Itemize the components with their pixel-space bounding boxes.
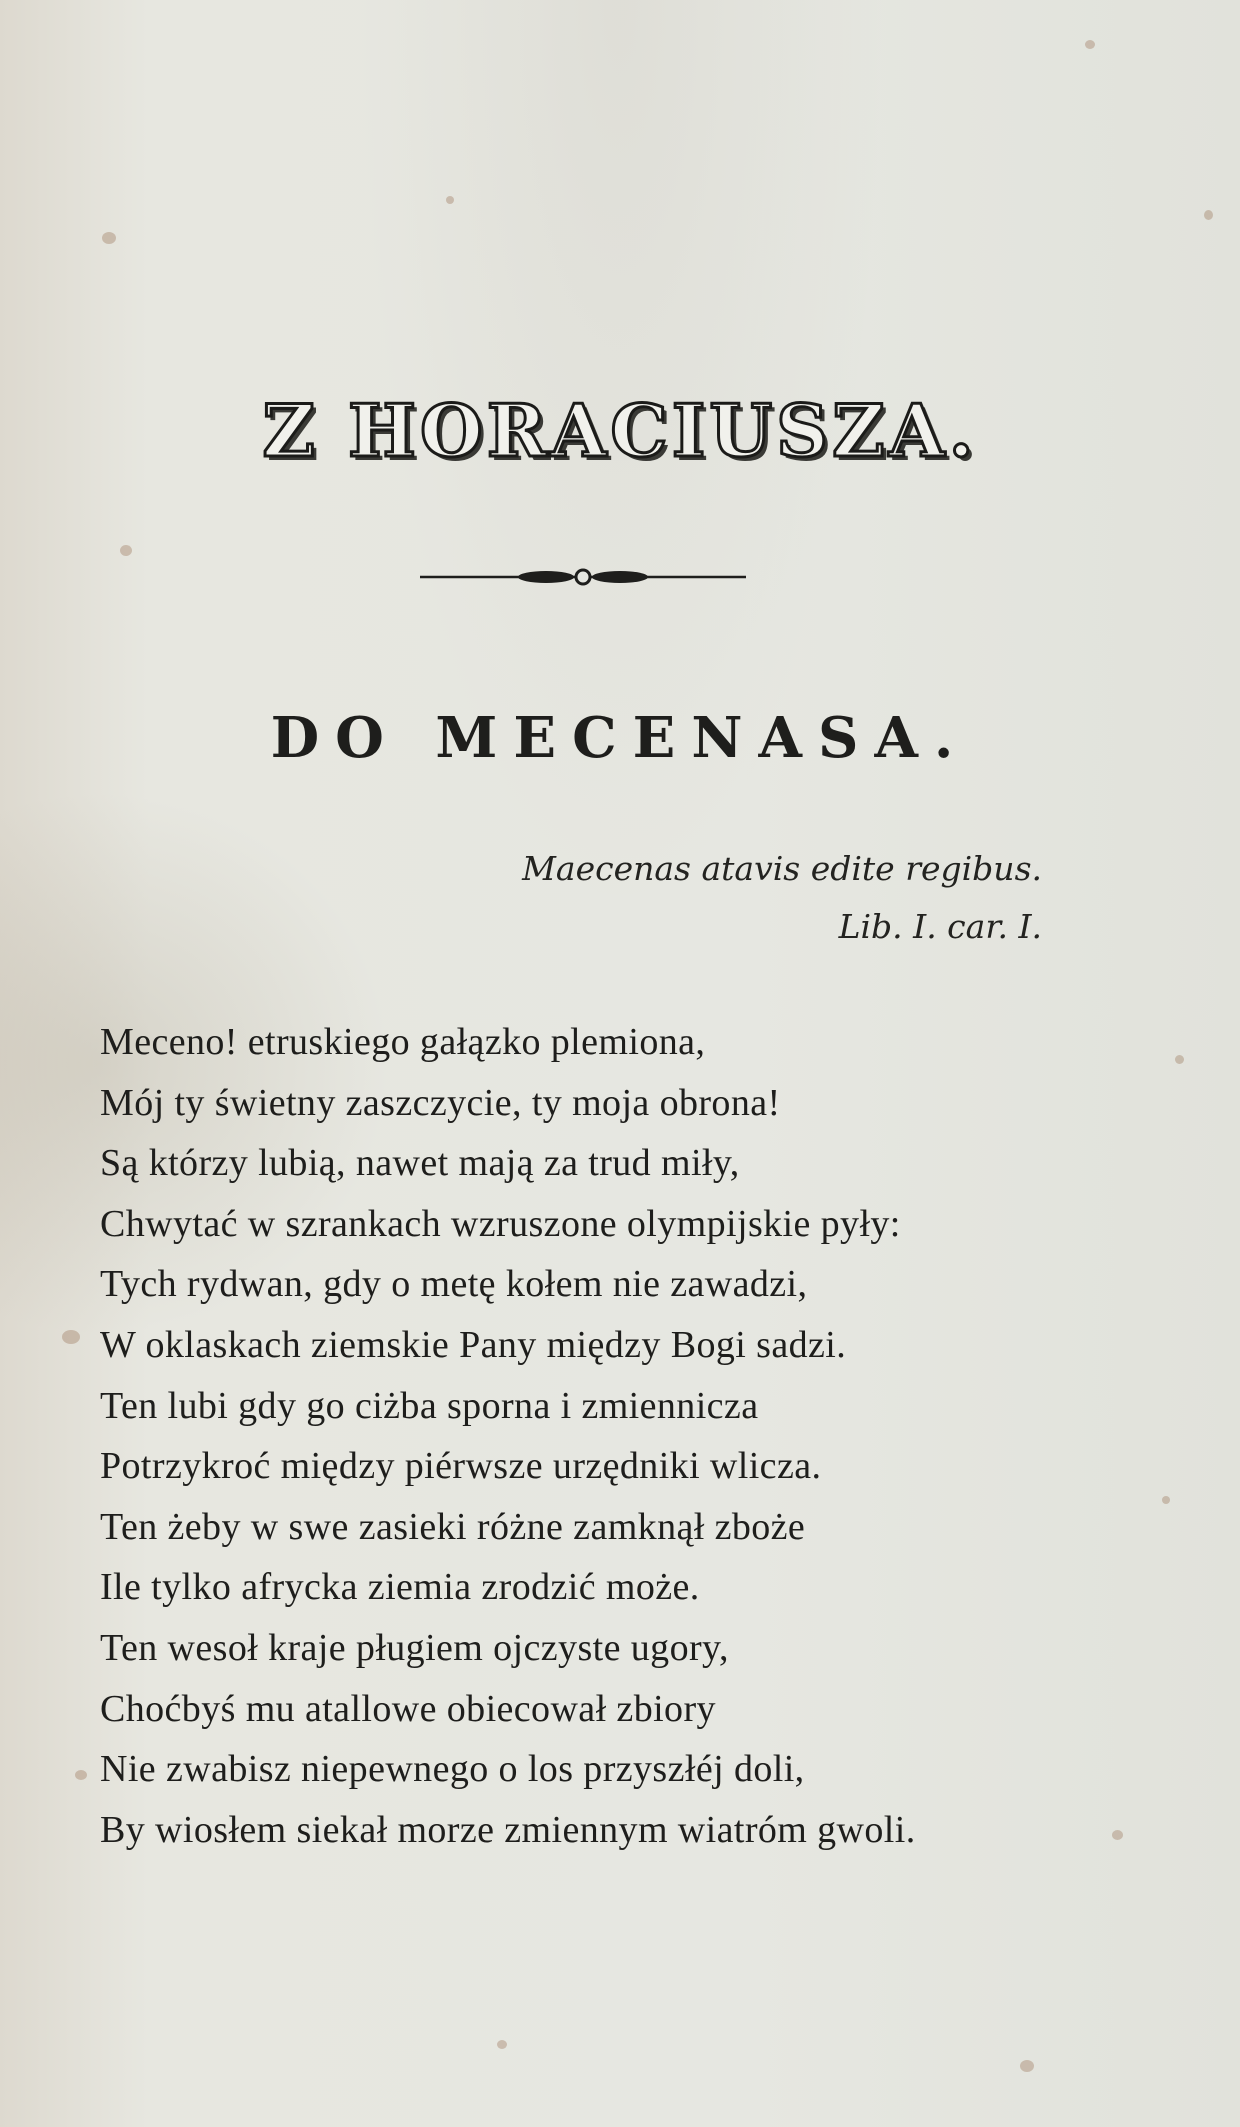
verse-line: Ten lubi gdy go ciżba sporna i zmiennicza bbox=[100, 1384, 759, 1427]
verse-line: Potrzykroć między piérwsze urzędniki wlicza. bbox=[100, 1445, 822, 1488]
verse-line: By wiosłem siekał morze zmiennym wiatróm gwoli. bbox=[100, 1808, 916, 1851]
poem-title: DO MECENASA. bbox=[270, 705, 970, 771]
verse-line: Mój ty świetny zaszczycie, ty moja obrona! bbox=[100, 1081, 781, 1124]
verse-line: Ten wesoł kraje pługiem ojczyste ugory, bbox=[100, 1626, 729, 1669]
verse-line: Chwytać w szrankach wzruszone olympijskie pyły: bbox=[100, 1202, 901, 1245]
verse-line: W oklaskach ziemskie Pany między Bogi sadzi. bbox=[100, 1323, 847, 1366]
verse-line: Tych rydwan, gdy o metę kołem nie zawadzi, bbox=[100, 1263, 808, 1306]
section-title: Z HORACIUSZA. bbox=[262, 388, 978, 473]
verse-line: Nie zwabisz niepewnego o los przyszłéj doli, bbox=[100, 1748, 805, 1791]
verse-line: Są którzy lubią, nawet mają za trud miły, bbox=[100, 1142, 740, 1185]
verse-line: Ile tylko afrycka ziemia zrodzić może. bbox=[100, 1566, 700, 1609]
verse-line: Meceno! etruskiego gałązko plemiona, bbox=[100, 1021, 706, 1063]
epigraph-quote: Maecenas atavis edite regibus. bbox=[522, 849, 1042, 888]
ornamental-rule bbox=[420, 567, 746, 587]
epigraph-reference: Lib. I. car. I. bbox=[838, 907, 1042, 946]
epigraph bbox=[522, 840, 1042, 956]
verse-line: Ten żeby w swe zasieki różne zamknął zboże bbox=[100, 1505, 806, 1548]
verse-line: Choćbyś mu atallowe obiecował zbiory bbox=[100, 1687, 716, 1730]
poem-body bbox=[100, 1012, 1100, 1860]
